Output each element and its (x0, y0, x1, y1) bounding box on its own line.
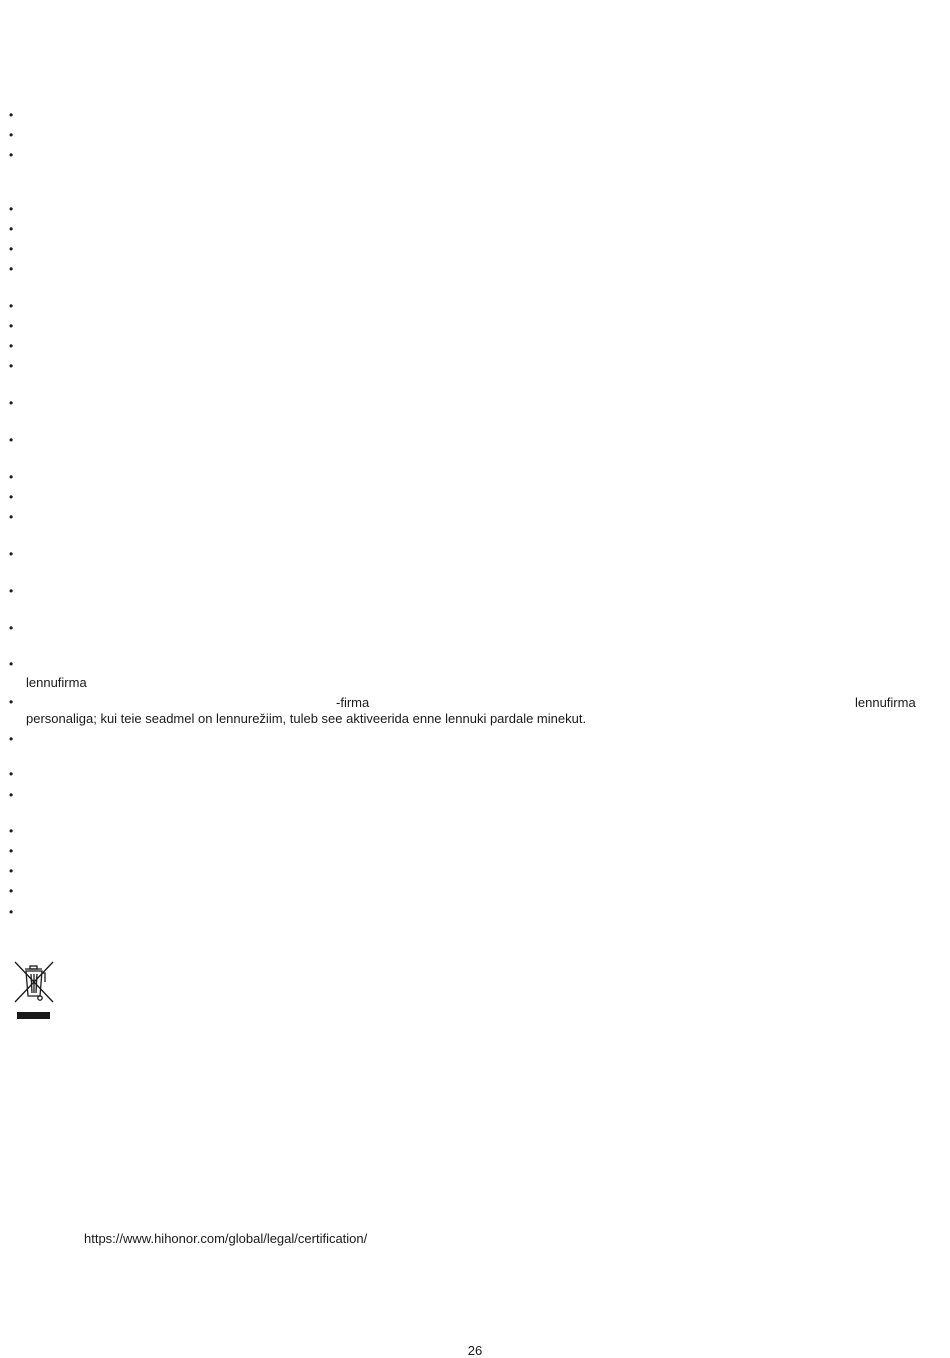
list-bullet (9, 343, 15, 349)
list-bullet (9, 588, 15, 594)
list-bullet (9, 625, 15, 631)
list-bullet (9, 909, 15, 915)
list-bullet (9, 828, 15, 834)
list-bullet (9, 771, 15, 777)
list-bullet (9, 152, 15, 158)
list-bullet (9, 661, 15, 667)
list-bullet (9, 888, 15, 894)
list-bullet (9, 551, 15, 557)
list-bullet (9, 848, 15, 854)
crossed-out-wheelie-bin-icon (12, 960, 56, 1022)
list-bullet (9, 363, 15, 369)
list-bullet (9, 400, 15, 406)
list-bullet (9, 474, 15, 480)
list-bullet (9, 792, 15, 798)
list-bullet (9, 699, 15, 705)
body-text-personaliga: personaliga; kui teie seadmel on lennurežiim, tuleb see aktiveerida enne lennuki pardale minekut. (26, 711, 587, 726)
list-bullet (9, 323, 15, 329)
list-bullet (9, 494, 15, 500)
body-text-lennufirma: lennufirma (26, 675, 87, 690)
list-bullet (9, 266, 15, 272)
list-bullet (9, 514, 15, 520)
list-bullet (9, 246, 15, 252)
body-text-firma: -firma (336, 695, 370, 710)
list-bullet (9, 112, 15, 118)
list-bullet (9, 437, 15, 443)
certification-link[interactable]: https://www.hihonor.com/global/legal/certification/ (84, 1231, 368, 1246)
list-bullet (9, 736, 15, 742)
list-bullet (9, 206, 15, 212)
body-text-lennufirma-right: lennufirma (855, 695, 916, 710)
page-number: 26 (467, 1343, 483, 1358)
list-bullet (9, 132, 15, 138)
list-bullet (9, 226, 15, 232)
list-bullet (9, 303, 15, 309)
list-bullet (9, 868, 15, 874)
